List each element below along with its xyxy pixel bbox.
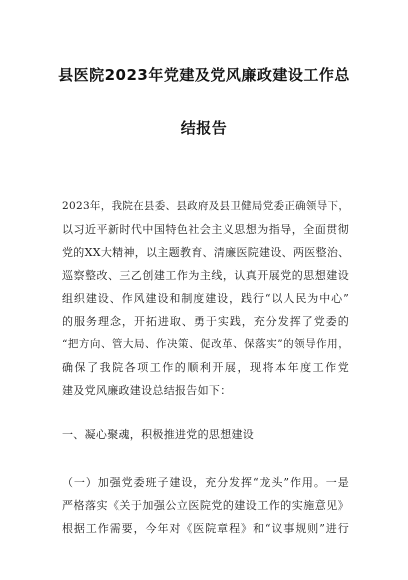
sub-line-3: 根据工作需要，今年对《医院章程》和“议事规则”进行 <box>62 522 349 535</box>
intro-line-8: 确保了我院各项工作的顺利开展，现将本年度工作党 <box>62 361 349 374</box>
intro-line-5: 组织建设、作风建设和制度建设，践行“以人民为中心” <box>62 292 349 305</box>
intro-line-3: 党的XX大精神，以主题教育、清廉医院建设、两医整治、 <box>62 246 350 259</box>
sub-line-1: （一）加强党委班子建设，充分发挥“龙头”作用。一是 <box>62 476 349 489</box>
document-title-line-2: 结报告 <box>180 119 228 137</box>
intro-line-6: 的服务理念，开拓进取、勇于实践，充分发挥了党委的 <box>62 315 349 328</box>
document-title-line-1: 县医院2023年党建及党风廉政建设工作总 <box>58 66 350 84</box>
sub-line-2: 严格落实《关于加强公立医院党的建设工作的实施意见》 <box>62 499 349 512</box>
intro-line-1: 2023年，我院在县委、县政府及县卫健局党委正确领导下， <box>62 200 350 212</box>
intro-line-2: 以习近平新时代中国特色社会主义思想为指导，全面贯彻 <box>62 223 349 236</box>
intro-line-7: “把方向、管大局、作决策、促改革、保落实”的领导作用， <box>62 338 349 350</box>
intro-line-9: 建及党风廉政建设总结报告如下： <box>62 384 232 397</box>
intro-line-4: 巡察整改、三乙创建工作为主线，认真开展党的思想建设 <box>62 269 349 282</box>
section-heading: 一、凝心聚魂，积极推进党的思想建设 <box>62 428 255 441</box>
